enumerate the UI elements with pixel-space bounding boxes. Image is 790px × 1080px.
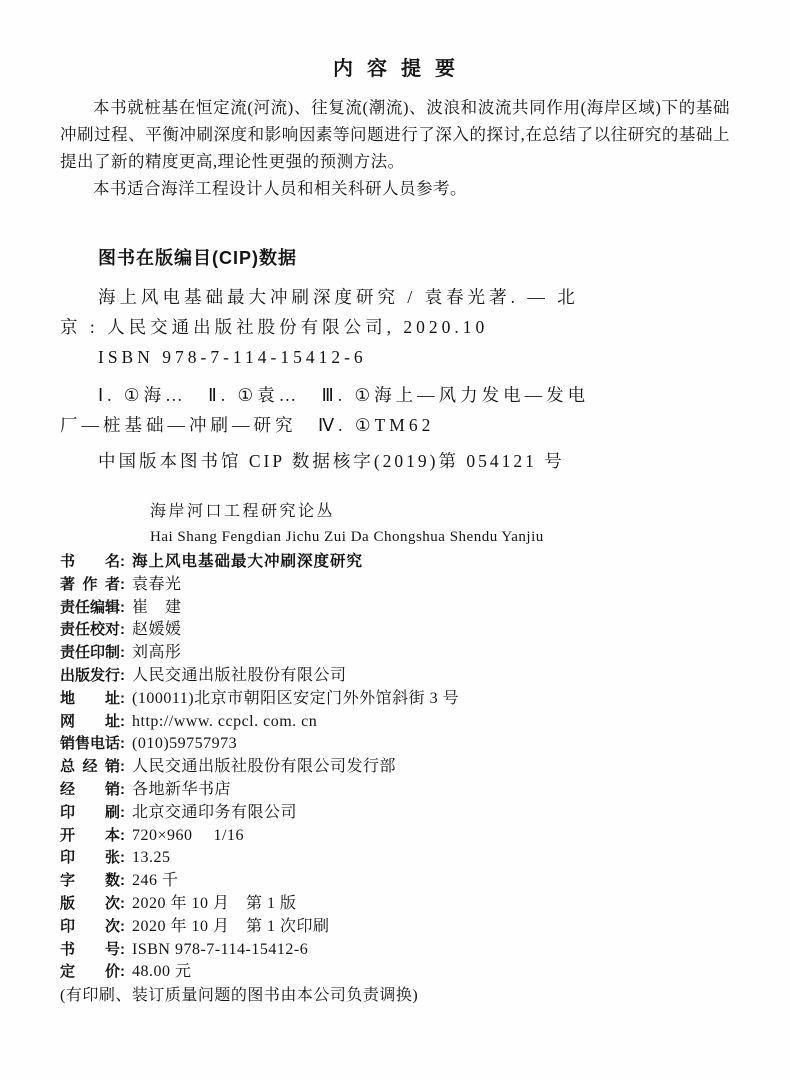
row-colon: : bbox=[120, 553, 126, 570]
row-value: 48.00 元 bbox=[132, 963, 192, 981]
printer-row bbox=[60, 802, 730, 825]
cip-title-statement bbox=[60, 282, 730, 372]
row-label: 地 址 bbox=[60, 689, 121, 707]
row-colon: : bbox=[120, 940, 126, 958]
row-label: 定 价 bbox=[60, 963, 121, 981]
series-pinyin: Hai Shang Fengdian Jichu Zui Da Chongshua Shendu Yanjiu bbox=[150, 529, 544, 545]
row-label: 经 销 bbox=[60, 780, 121, 798]
row-colon: : bbox=[120, 598, 126, 616]
row-colon: : bbox=[120, 689, 126, 707]
row-label: 版 次 bbox=[60, 894, 121, 912]
row-value: 13.25 bbox=[132, 849, 171, 867]
row-value: 246 千 bbox=[132, 872, 179, 890]
general-distributor-row bbox=[60, 756, 730, 779]
cip-record-number: 中国版本图书馆 CIP 数据核字(2019)第 054121 号 bbox=[98, 451, 565, 471]
row-label: 总 经 销 bbox=[60, 758, 121, 776]
summary-paragraph-1: 本书就桩基在恒定流(河流)、往复流(潮流)、波浪和波流共同作用(海岸区域)下的基础冲刷过程、平衡冲刷深度和影响因素等问题进行了深入的探讨,在总结了以往研究的基础上提出了新的精度更高,理论性更强的预测方法。 bbox=[60, 98, 730, 171]
row-value: 人民交通出版社股份有限公司 bbox=[132, 666, 347, 684]
cip-class-line-1: Ⅰ. ①海… Ⅱ. ①袁… Ⅲ. ①海上—风力发电—发电 bbox=[98, 385, 590, 405]
row-value: (100011)北京市朝阳区安定门外外馆斜街 3 号 bbox=[132, 689, 460, 707]
row-value: 袁春光 bbox=[132, 575, 182, 593]
row-colon: : bbox=[120, 826, 126, 844]
word-count-row bbox=[60, 870, 730, 893]
row-colon: : bbox=[120, 803, 126, 821]
row-colon: : bbox=[120, 963, 126, 981]
row-colon: : bbox=[120, 575, 126, 593]
row-value: 崔 建 bbox=[132, 598, 182, 616]
row-colon: : bbox=[120, 735, 126, 753]
summary-paragraph-2: 本书适合海洋工程设计人员和相关科研人员参考。 bbox=[93, 179, 467, 198]
proofreader-row bbox=[60, 619, 730, 642]
row-label: 责任校对 bbox=[60, 621, 121, 639]
row-colon: : bbox=[120, 780, 126, 798]
edition-row bbox=[60, 893, 730, 916]
row-colon: : bbox=[120, 849, 126, 867]
book-number-row bbox=[60, 939, 730, 962]
row-value: 2020 年 10 月 第 1 次印刷 bbox=[132, 917, 330, 935]
publisher-row bbox=[60, 665, 730, 688]
cip-class-line-2: 厂—桩基础—冲刷—研究 Ⅳ. ①TM62 bbox=[60, 415, 435, 435]
row-colon: : bbox=[120, 621, 126, 639]
cip-isbn-line: ISBN 978-7-114-15412-6 bbox=[98, 347, 367, 367]
row-value: 海上风电基础最大冲刷深度研究 bbox=[132, 553, 364, 570]
row-value: 人民交通出版社股份有限公司发行部 bbox=[132, 758, 397, 776]
address-row bbox=[60, 688, 730, 711]
sales-phone-row bbox=[60, 733, 730, 756]
quality-exchange-note: (有印刷、装订质量问题的图书由本公司负责调换) bbox=[60, 987, 419, 1005]
row-value: http://www. ccpcl. com. cn bbox=[132, 712, 318, 730]
series-title: 海岸河口工程研究论丛 bbox=[150, 503, 336, 520]
impression-row bbox=[60, 916, 730, 939]
colophon-block bbox=[60, 499, 730, 1008]
row-label: 责任编辑 bbox=[60, 598, 121, 616]
row-label: 出版发行 bbox=[60, 666, 121, 684]
row-value: 赵媛媛 bbox=[132, 621, 182, 639]
row-label: 开 本 bbox=[60, 826, 121, 844]
author-row bbox=[60, 574, 730, 597]
row-value: 北京交通印务有限公司 bbox=[132, 803, 298, 821]
row-value: (010)59757973 bbox=[132, 735, 238, 753]
distributor-row bbox=[60, 779, 730, 802]
row-label: 销售电话 bbox=[60, 735, 121, 753]
row-value: ISBN 978-7-114-15412-6 bbox=[132, 940, 309, 958]
row-label: 著 作 者 bbox=[60, 575, 121, 593]
row-colon: : bbox=[120, 758, 126, 776]
row-value: 2020 年 10 月 第 1 版 bbox=[132, 894, 297, 912]
price-row bbox=[60, 961, 730, 984]
row-colon: : bbox=[120, 712, 126, 730]
summary-heading: 内 容 提 要 bbox=[333, 58, 457, 80]
cip-title-line-1: 海上风电基础最大冲刷深度研究 / 袁春光著. — 北 bbox=[98, 287, 579, 307]
row-colon: : bbox=[120, 917, 126, 935]
row-colon: : bbox=[120, 644, 126, 662]
row-label: 书 名 bbox=[60, 553, 121, 570]
row-colon: : bbox=[120, 666, 126, 684]
row-label: 责任印制 bbox=[60, 644, 121, 662]
row-label: 字 数 bbox=[60, 872, 121, 890]
cip-block bbox=[60, 244, 730, 476]
row-label: 书 号 bbox=[60, 940, 121, 958]
cip-title-line-2: 京 : 人民交通出版社股份有限公司, 2020.10 bbox=[60, 317, 489, 337]
row-value: 720×960 1/16 bbox=[132, 826, 244, 844]
format-row bbox=[60, 825, 730, 848]
website-row bbox=[60, 711, 730, 734]
row-value: 各地新华书店 bbox=[132, 780, 232, 798]
managing-editor-row bbox=[60, 597, 730, 620]
row-label: 印 刷 bbox=[60, 803, 121, 821]
row-colon: : bbox=[120, 894, 126, 912]
row-label: 网 址 bbox=[60, 712, 121, 730]
book-title-row bbox=[60, 551, 730, 574]
row-label: 印 张 bbox=[60, 849, 121, 867]
cip-classification bbox=[60, 380, 730, 440]
row-colon: : bbox=[120, 872, 126, 890]
print-supervisor-row bbox=[60, 642, 730, 665]
printed-sheets-row bbox=[60, 847, 730, 870]
row-label: 印 次 bbox=[60, 917, 121, 935]
row-value: 刘高彤 bbox=[132, 644, 182, 662]
cip-heading: 图书在版编目(CIP)数据 bbox=[98, 248, 297, 268]
